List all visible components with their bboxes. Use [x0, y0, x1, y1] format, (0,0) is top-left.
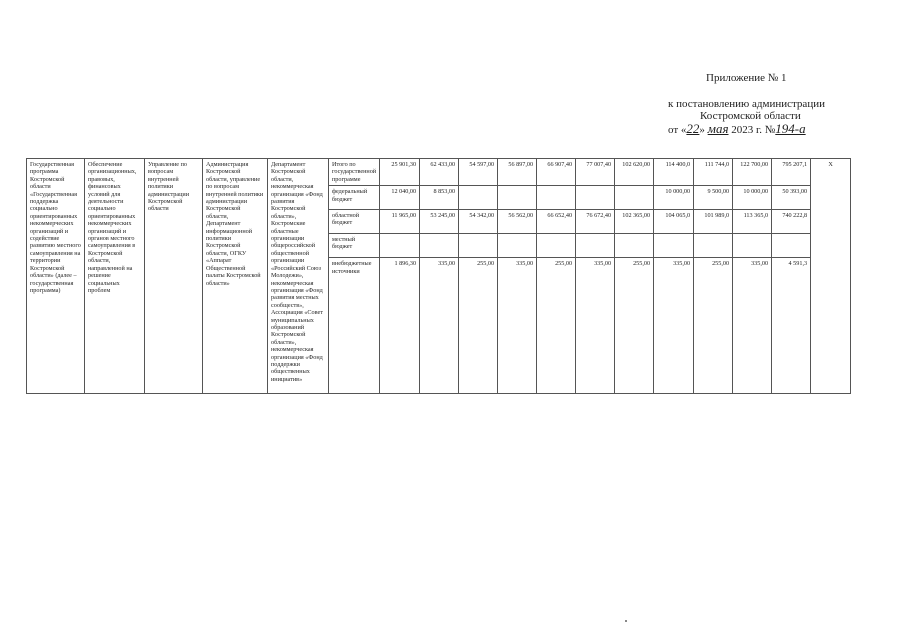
funding-value: 335,00 — [654, 258, 694, 394]
funding-value: 53 245,00 — [420, 209, 459, 233]
date-mid: » — [699, 124, 708, 136]
funding-value — [459, 186, 498, 209]
funding-value: 335,00 — [498, 258, 537, 394]
funding-value — [654, 233, 694, 257]
funding-value: 9 500,00 — [694, 186, 733, 209]
funding-value — [615, 233, 654, 257]
funding-value: 66 652,40 — [537, 209, 576, 233]
funding-value: 66 907,40 — [537, 159, 576, 186]
funding-value: 62 433,00 — [420, 159, 459, 186]
funding-source: местный бюджет — [329, 233, 380, 257]
funding-value: 114 400,0 — [654, 159, 694, 186]
funding-value: 10 000,00 — [733, 186, 772, 209]
funding-value: 255,00 — [537, 258, 576, 394]
program-goal-cell: Обеспечение организационных, правовых, финансовых условий для деятельности социально ориентированных некоммерческих организаций и органов местного самоуправления в Костромской области, направленной на решение социальных проблем — [85, 159, 145, 394]
resolution-date-line — [668, 122, 806, 137]
scan-speck — [625, 620, 627, 622]
funding-source: федеральный бюджет — [329, 186, 380, 209]
funding-value: 113 365,0 — [733, 209, 772, 233]
region-label: Костромской области — [700, 110, 801, 122]
funding-value: 56 897,00 — [498, 159, 537, 186]
funding-value: 76 672,40 — [576, 209, 615, 233]
funding-value: 77 007,40 — [576, 159, 615, 186]
funding-value — [576, 186, 615, 209]
funding-value: 8 853,00 — [420, 186, 459, 209]
funding-value: 255,00 — [459, 258, 498, 394]
funding-value: 335,00 — [420, 258, 459, 394]
funding-value — [459, 233, 498, 257]
funding-total: 740 222,8 — [772, 209, 811, 233]
funding-value: 10 000,00 — [654, 186, 694, 209]
funding-value: 1 896,30 — [380, 258, 420, 394]
total-mark-cell: X — [811, 159, 851, 394]
resolution-label: к постановлению администрации — [668, 98, 825, 110]
funding-value: 102 620,00 — [615, 159, 654, 186]
appendix-label: Приложение № 1 — [706, 72, 787, 84]
funding-value: 111 744,0 — [694, 159, 733, 186]
funding-value: 54 342,00 — [459, 209, 498, 233]
funding-value — [694, 233, 733, 257]
funding-value — [576, 233, 615, 257]
funding-source: Итого по государственной программе — [329, 159, 380, 186]
funding-total: 4 591,3 — [772, 258, 811, 394]
funding-value: 12 040,00 — [380, 186, 420, 209]
funding-value — [733, 233, 772, 257]
funding-value: 102 365,00 — [615, 209, 654, 233]
funding-value — [498, 186, 537, 209]
funding-value: 56 562,00 — [498, 209, 537, 233]
funding-value: 54 597,00 — [459, 159, 498, 186]
funding-total — [772, 233, 811, 257]
funding-value — [537, 233, 576, 257]
funding-value: 255,00 — [694, 258, 733, 394]
funding-value — [380, 233, 420, 257]
funding-value: 25 901,30 — [380, 159, 420, 186]
date-prefix: от « — [668, 124, 687, 136]
date-year: 2023 г. № — [728, 124, 776, 136]
funding-value — [420, 233, 459, 257]
funding-total: 795 207,1 — [772, 159, 811, 186]
participants-cell: Департамент Костромской области, некоммерческая организация «Фонд развития Костромской области», Костромские областные организации общероссийской общественной организации «Российский Союз Молодежи», некоммерческая организация «Фонд развития местных сообществ», Ассоциация «Совет муниципальных образований Костромской области», некоммерческая организация «Фонд поддержки общественных инициатив» — [268, 159, 329, 394]
funding-source: областной бюджет — [329, 209, 380, 233]
funding-value — [498, 233, 537, 257]
funding-value: 11 965,00 — [380, 209, 420, 233]
date-day-handwritten: 22 — [686, 121, 700, 136]
funding-value — [615, 186, 654, 209]
program-name-cell: Государственная программа Костромской области «Государственная поддержка социально ориентированных некоммерческих организаций и содействие развитию местного самоуправления на территории Костромской области» (далее – государственная программа) — [27, 159, 85, 394]
responsible-executor-cell: Управление по вопросам внутренней политики администрации Костромской области — [145, 159, 203, 394]
funding-source: внебюджетные источники — [329, 258, 380, 394]
funding-value: 335,00 — [576, 258, 615, 394]
date-month-handwritten: мая — [707, 121, 729, 136]
funding-value: 122 700,00 — [733, 159, 772, 186]
document-number-handwritten: 194-а — [775, 121, 806, 136]
funding-value — [537, 186, 576, 209]
coexecutors-cell: Администрация Костромской области, управление по вопросам внутренней политики администрации Костромской области, Департамент информационной политики Костромской области, ОГКУ «Аппарат Общественной палаты Костромской области» — [203, 159, 268, 394]
program-funding-table — [26, 158, 851, 394]
funding-value: 101 989,0 — [694, 209, 733, 233]
funding-value: 335,00 — [733, 258, 772, 394]
funding-value: 104 065,0 — [654, 209, 694, 233]
funding-total: 50 393,00 — [772, 186, 811, 209]
funding-value: 255,00 — [615, 258, 654, 394]
